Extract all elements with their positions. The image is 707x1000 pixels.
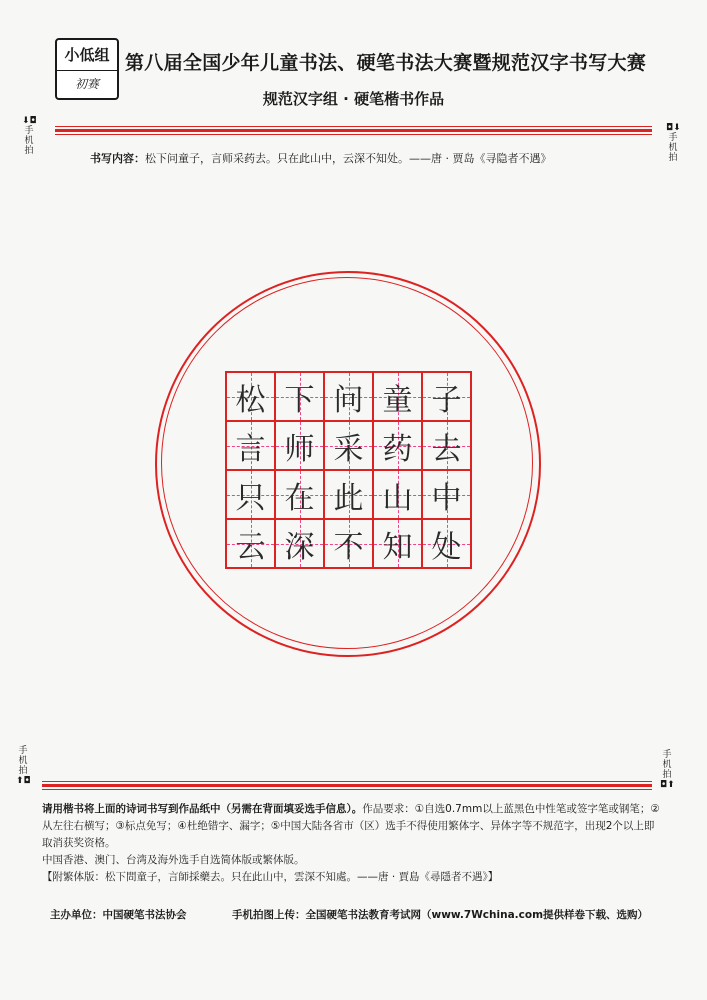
page-title: 第八届全国少年儿童书法、硬笔书法大赛暨规范汉字书写大赛 xyxy=(125,52,647,74)
grid-cell: 松 xyxy=(226,372,275,421)
grid-cell: 去 xyxy=(422,421,471,470)
group-label: 小低组 xyxy=(57,40,117,71)
grid-cell: 采 xyxy=(324,421,373,470)
round-label: 初赛 xyxy=(74,77,99,91)
character-grid xyxy=(225,371,472,569)
photo-label-bottom-right: 手 机 拍 ◘⬆ xyxy=(660,750,675,790)
camera-icon: ⬆◘ xyxy=(16,776,31,786)
photo-label-top-left: ⬇◘ 手 机 拍 xyxy=(22,116,37,156)
organizer: 主办单位：中国硬笔书法协会 xyxy=(50,909,187,921)
instructions-lead: 请用楷书将上面的诗词书写到作品纸中（另需在背面填妥选手信息）。 xyxy=(42,803,363,815)
writing-content xyxy=(90,150,650,166)
instructions-hk-note: 中国香港、澳门、台湾及海外选手自选简体版或繁体版。 xyxy=(42,854,305,866)
grid-cell: 云 xyxy=(226,519,275,568)
grid-cell: 子 xyxy=(422,372,471,421)
grid-cell: 下 xyxy=(275,372,324,421)
grid-cell: 深 xyxy=(275,519,324,568)
grid-cell: 知 xyxy=(373,519,422,568)
upload-info: 手机拍图上传：全国硬笔书法教育考试网（www.7Wchina.com提供样卷下载、选购） xyxy=(232,909,649,921)
instructions-requirements: 作品要求：①自选0.7mm以上蓝黑色中性笔或签字笔或钢笔；②从左往右横写；③标点免写；④杜绝错字、漏字；⑤中国大陆各省市（区）选手不得使用繁体字、异体字等不规范字，出现2个以上即取消获奖资格。 xyxy=(42,803,660,849)
grid-cell: 言 xyxy=(226,421,275,470)
bottom-rule xyxy=(42,781,652,790)
instructions-traditional: 【附繁体版：松下問童子，言師採藥去。只在此山中，雲深不知處。——唐 · 賈島《尋隱者不遇》】 xyxy=(42,871,499,883)
grid-cell: 只 xyxy=(226,470,275,519)
camera-icon: ◘⬇ xyxy=(666,123,681,133)
photo-label-top-right: ◘⬇ 手 机 拍 xyxy=(666,123,681,163)
grid-cell: 中 xyxy=(422,470,471,519)
grid-cell: 不 xyxy=(324,519,373,568)
photo-label-bottom-left: 手 机 拍 ⬆◘ xyxy=(16,746,31,786)
top-rule xyxy=(55,126,652,135)
grid-cell: 师 xyxy=(275,421,324,470)
page-subtitle: 规范汉字组 · 硬笔楷书作品 xyxy=(262,90,445,108)
grid-cell: 在 xyxy=(275,470,324,519)
grid-cell: 药 xyxy=(373,421,422,470)
grid-cell: 此 xyxy=(324,470,373,519)
camera-icon: ◘⬆ xyxy=(660,780,675,790)
instructions xyxy=(42,801,662,886)
writing-content-label: 书写内容： xyxy=(90,152,145,165)
writing-content-text: 松下问童子，言师采药去。只在此山中，云深不知处。——唐 · 贾岛《寻隐者不遇》 xyxy=(145,152,552,165)
grid-cell: 童 xyxy=(373,372,422,421)
grid-cell: 问 xyxy=(324,372,373,421)
camera-icon: ⬇◘ xyxy=(22,116,37,126)
grid-cell: 处 xyxy=(422,519,471,568)
grid-cell: 山 xyxy=(373,470,422,519)
